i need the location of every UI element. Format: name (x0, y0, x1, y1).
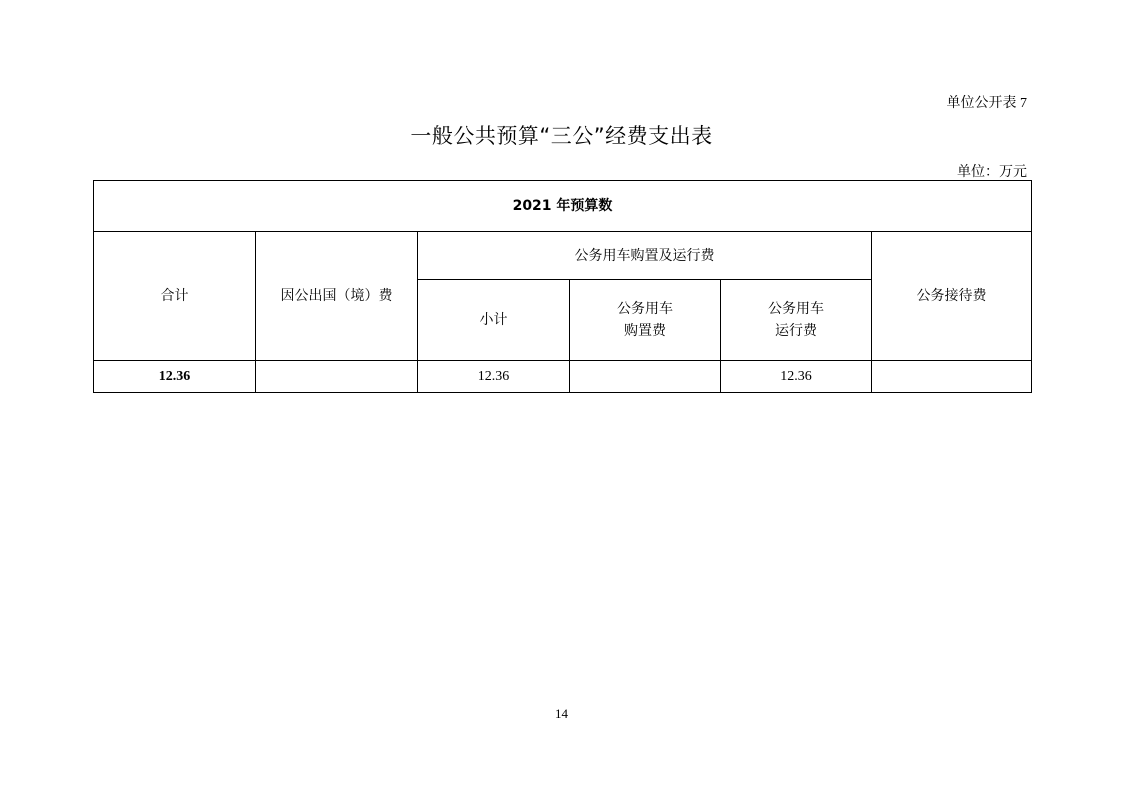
header-row-1 (94, 232, 1032, 280)
budget-table (93, 180, 1032, 393)
col-header-vehicle-subtotal: 小计 (418, 280, 570, 361)
cell-total: 12.36 (94, 361, 256, 393)
col-header-vehicle-purchase-line2: 购置费 (624, 323, 666, 339)
col-header-total: 合计 (94, 232, 256, 361)
unit-label: 单位：万元 (957, 165, 1027, 180)
col-header-vehicle-operation-line1: 公务用车 (768, 301, 824, 317)
col-header-vehicle-purchase (570, 280, 721, 361)
page-title: 一般公共预算“三公”经费支出表 (410, 124, 713, 148)
cell-vehicle-purchase (570, 361, 721, 393)
col-header-vehicle-purchase-line1: 公务用车 (617, 301, 673, 317)
cell-vehicle-operation: 12.36 (721, 361, 872, 393)
col-header-vehicle-operation (721, 280, 872, 361)
col-header-overseas: 因公出国（境）费 (256, 232, 418, 361)
year-header: 2021 年预算数 (94, 181, 1032, 232)
form-number: 单位公开表 7 (946, 96, 1027, 111)
col-header-vehicle-group: 公务用车购置及运行费 (418, 232, 872, 280)
year-header-row (94, 181, 1032, 232)
cell-overseas (256, 361, 418, 393)
page-number: 14 (555, 706, 568, 721)
table-row (94, 361, 1032, 393)
cell-vehicle-subtotal: 12.36 (418, 361, 570, 393)
cell-reception (872, 361, 1032, 393)
col-header-reception: 公务接待费 (872, 232, 1032, 361)
col-header-vehicle-operation-line2: 运行费 (775, 323, 817, 339)
